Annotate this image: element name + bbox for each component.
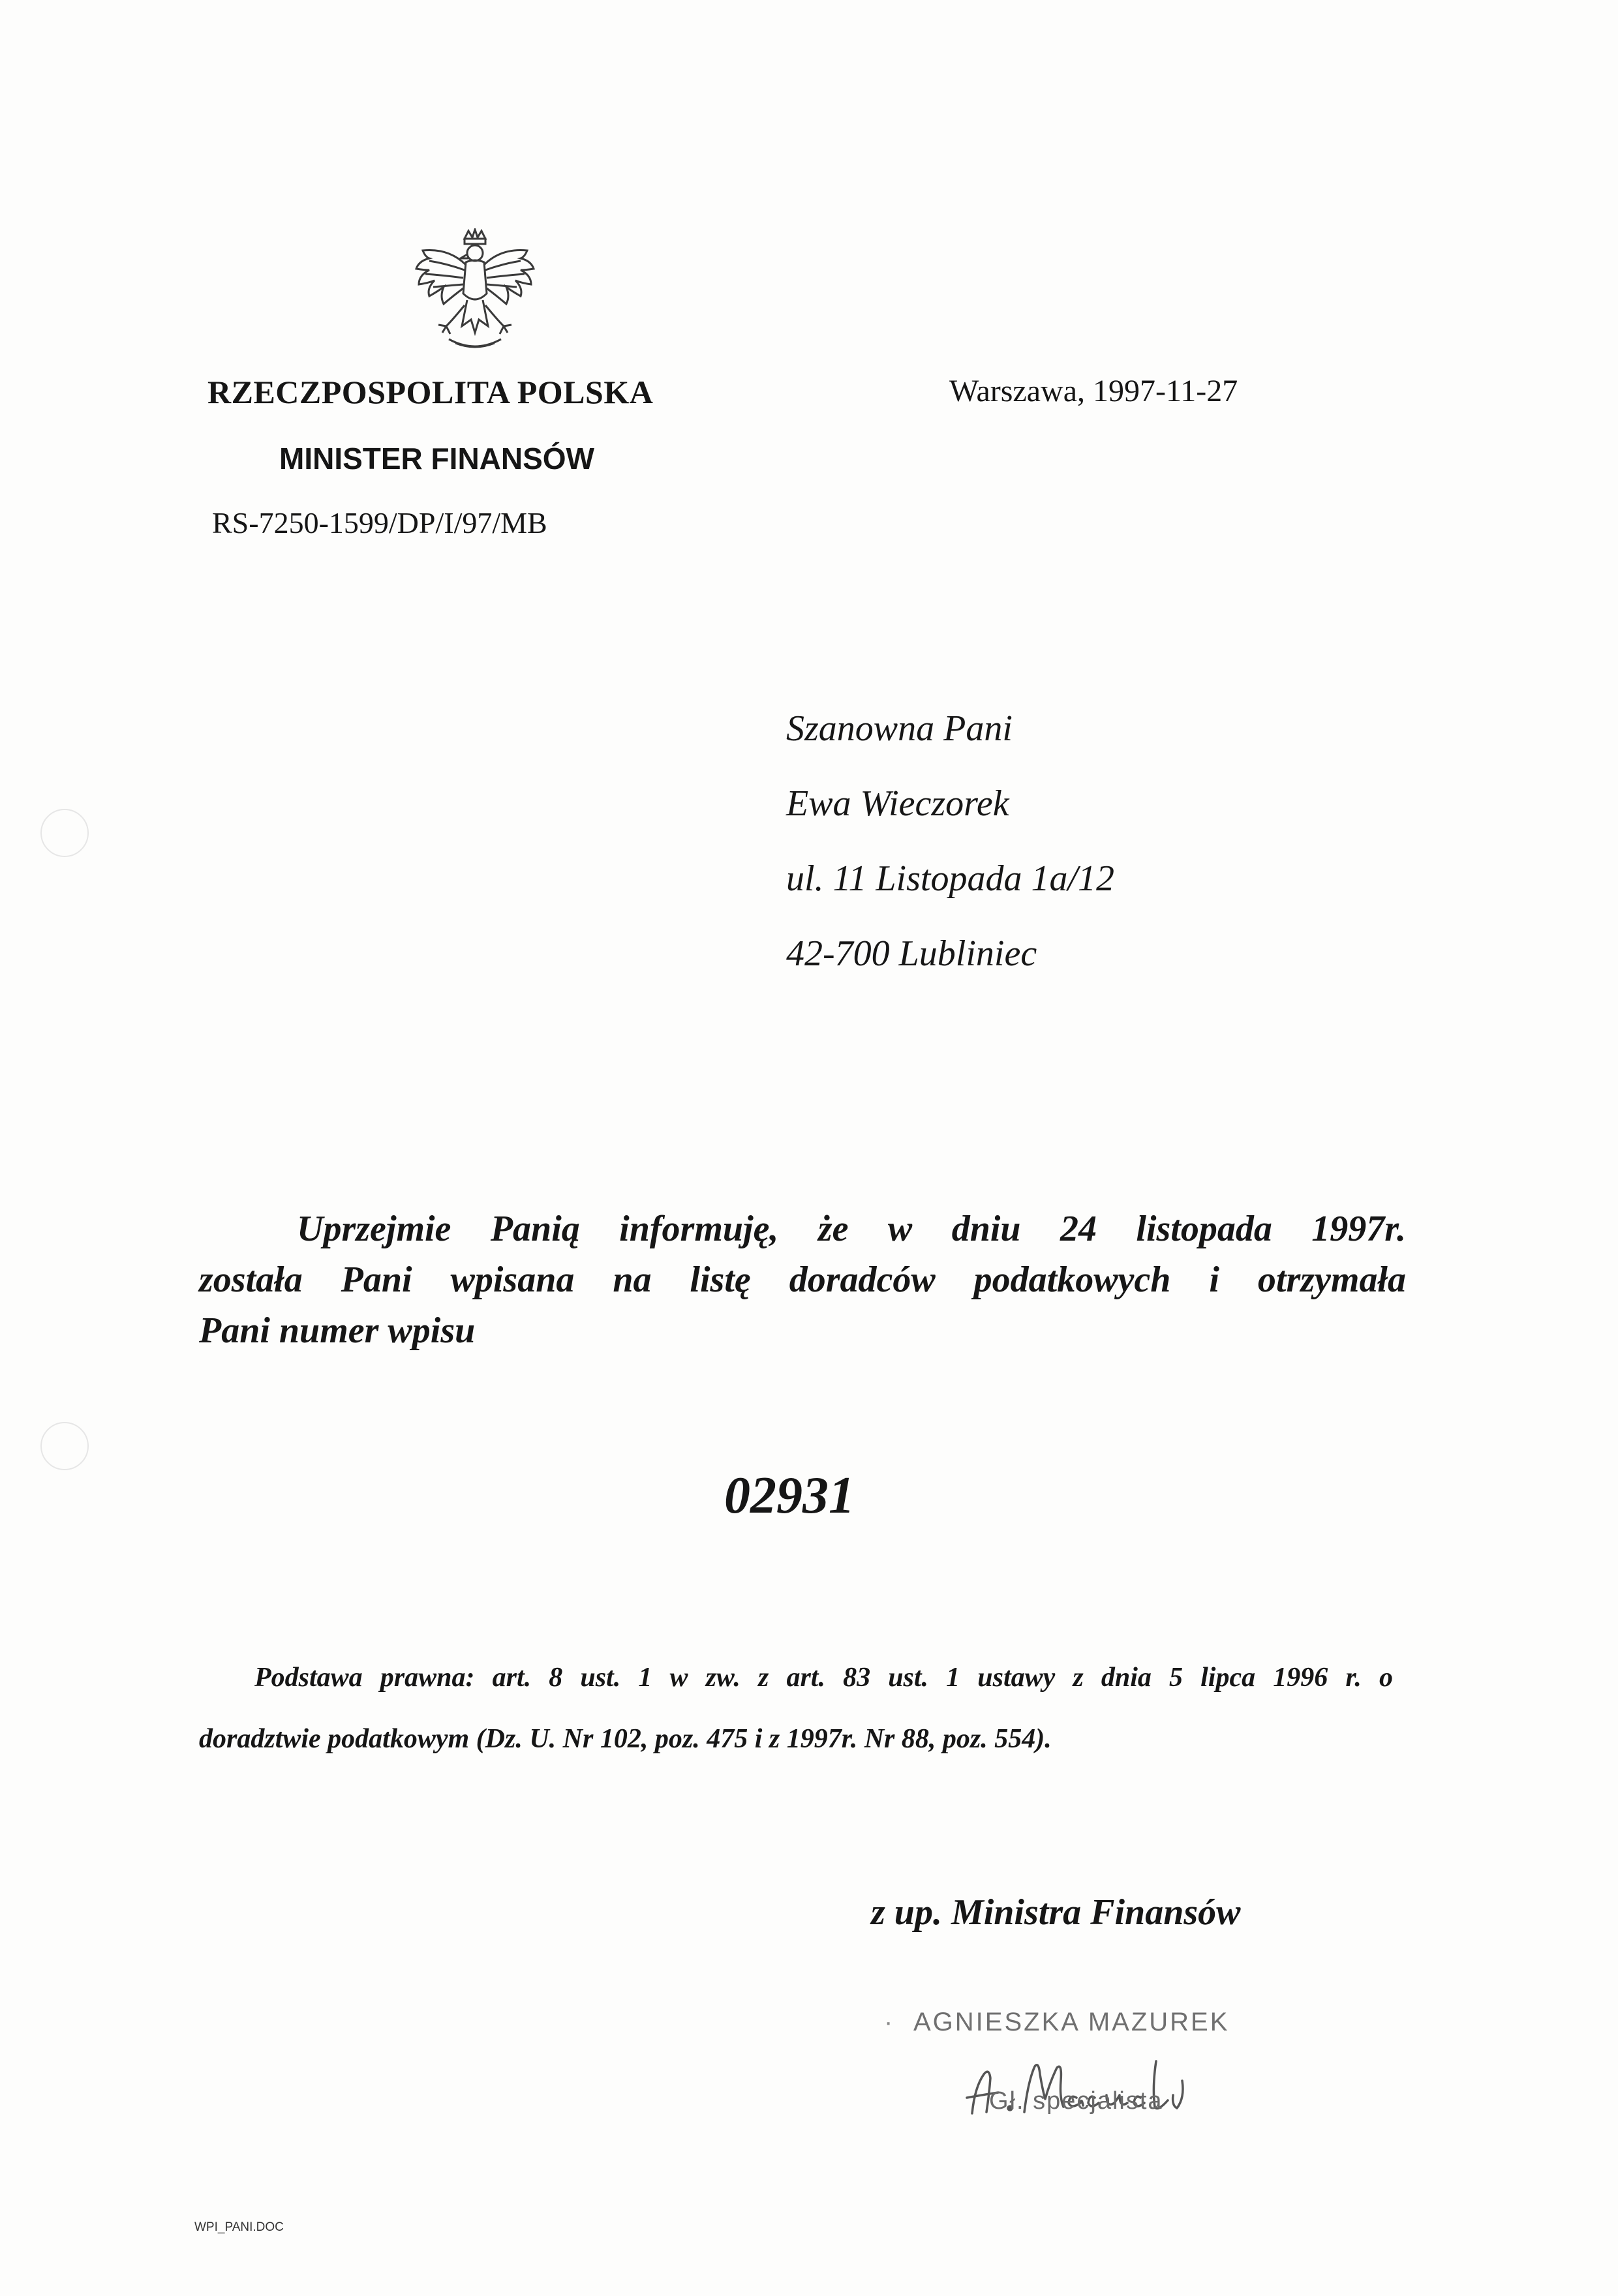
body-line: Pani numer wpisu bbox=[199, 1310, 476, 1351]
punch-hole-mark bbox=[40, 809, 89, 857]
letter-date: Warszawa, 1997-11-27 bbox=[949, 374, 1238, 408]
ministry-heading: MINISTER FINANSÓW bbox=[279, 442, 594, 476]
registration-number: 02931 bbox=[724, 1467, 855, 1524]
punch-hole-mark bbox=[40, 1422, 89, 1470]
recipient-salutation: Szanowna Pani bbox=[786, 708, 1013, 749]
stamp-title: Gł. specjalista bbox=[989, 2087, 1163, 2115]
republic-heading: RZECZPOSPOLITA POLSKA bbox=[207, 374, 654, 410]
recipient-street: ul. 11 Listopada 1a/12 bbox=[786, 858, 1115, 899]
handwritten-signature bbox=[953, 2035, 1227, 2133]
stamp-dot: · bbox=[884, 2008, 893, 2036]
recipient-city: 42-700 Lubliniec bbox=[786, 933, 1037, 974]
stamp-name: AGNIESZKA MAZUREK bbox=[913, 2008, 1230, 2036]
legal-basis-line: doradztwie podatkowym (Dz. U. Nr 102, poz. 475 i z 1997r. Nr 88, poz. 554). bbox=[199, 1724, 1052, 1754]
body-line: została Pani wpisana na listę doradców podatkowych i otrzymała bbox=[199, 1260, 1406, 1300]
reference-number: RS-7250-1599/DP/I/97/MB bbox=[212, 506, 547, 539]
letter-body bbox=[199, 1203, 1406, 1356]
footer-filename: WPI_PANI.DOC bbox=[194, 2220, 284, 2234]
legal-basis bbox=[199, 1647, 1393, 1770]
signoff: z up. Ministra Finansów bbox=[871, 1892, 1241, 1933]
polish-eagle-icon bbox=[410, 228, 540, 356]
legal-basis-line: Podstawa prawna: art. 8 ust. 1 w zw. z art. 83 ust. 1 ustawy z dnia 5 lipca 1996 r. o bbox=[254, 1663, 1393, 1693]
recipient-name: Ewa Wieczorek bbox=[786, 783, 1009, 824]
body-line: Uprzejmie Panią informuję, że w dniu 24 listopada 1997r. bbox=[297, 1209, 1406, 1249]
